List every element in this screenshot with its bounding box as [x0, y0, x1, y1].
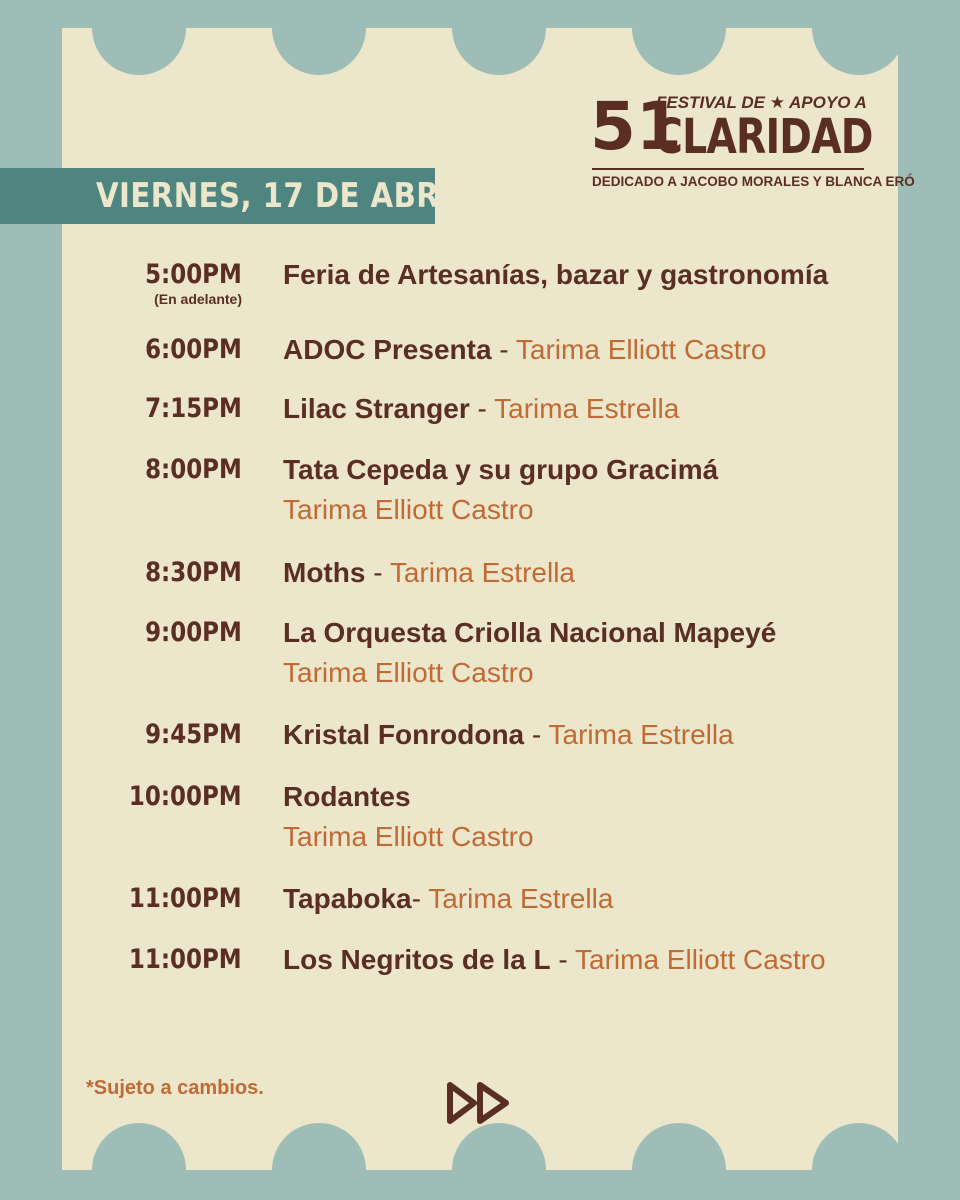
event-artist: Moths: [283, 557, 366, 588]
fast-forward-icon[interactable]: [444, 1079, 516, 1127]
event-artist: Tapaboka: [283, 883, 412, 914]
event-artist: ADOC Presenta: [283, 334, 492, 365]
logo-divider: [592, 168, 864, 170]
schedule-event: [283, 943, 826, 977]
event-artist: La Orquesta Criolla Nacional Mapeyé: [283, 617, 777, 648]
event-separator: -: [550, 944, 575, 975]
event-artist: Lilac Stranger: [283, 393, 470, 424]
event-venue: Tarima Estrella: [548, 719, 734, 750]
event-artist: Rodantes: [283, 781, 411, 812]
schedule-time: 9:45PM: [145, 719, 242, 750]
schedule-time: 6:00PM: [145, 334, 242, 365]
scallop-bottom-4: [632, 1123, 726, 1170]
event-venue: Tarima Elliott Castro: [283, 821, 534, 852]
schedule-event: [283, 453, 718, 527]
schedule-event: [283, 882, 613, 916]
event-venue: Tarima Estrella: [428, 883, 614, 914]
schedule-event: [283, 392, 679, 426]
event-artist: Kristal Fonrodona: [283, 719, 525, 750]
scallop-top-3: [452, 28, 546, 75]
scallop-bottom-2: [272, 1123, 366, 1170]
event-separator: -: [469, 393, 495, 424]
event-venue: Tarima Estrella: [389, 557, 575, 588]
footnote-disclaimer: *Sujeto a cambios.: [86, 1077, 264, 1099]
star-icon: ★: [769, 93, 785, 112]
logo-name: CLARIDAD: [654, 109, 873, 165]
schedule-event: [283, 718, 734, 752]
schedule-time: 10:00PM: [129, 781, 242, 812]
schedule-time: 11:00PM: [129, 944, 242, 975]
event-separator: -: [365, 557, 390, 588]
schedule-event: [283, 780, 534, 854]
scallop-top-5: [812, 28, 898, 75]
scallop-top-4: [632, 28, 726, 75]
schedule-time: 7:15PM: [145, 393, 242, 424]
scallop-bottom-5: [812, 1123, 898, 1170]
schedule-time: 9:00PM: [145, 617, 242, 648]
event-separator: -: [411, 883, 429, 914]
event-separator: -: [491, 334, 516, 365]
event-venue: Tarima Estrella: [494, 393, 680, 424]
scallop-bottom-1: [92, 1123, 186, 1170]
schedule-time-note: (En adelante): [154, 291, 242, 307]
event-venue: Tarima Elliott Castro: [283, 657, 534, 688]
schedule-time: 5:00PM: [145, 259, 242, 290]
schedule-event: [283, 333, 766, 367]
logo-top-line-2: APOYO A: [789, 93, 867, 112]
event-venue: Tarima Elliott Castro: [515, 334, 767, 365]
logo-number: 51: [590, 88, 682, 165]
logo-top-line-1: FESTIVAL DE: [656, 93, 765, 112]
event-artist: Feria de Artesanías, bazar y gastronomía: [283, 259, 829, 290]
event-venue: Tarima Elliott Castro: [283, 494, 534, 525]
logo-dedication: DEDICADO A JACOBO MORALES Y BLANCA ERÓ: [592, 174, 915, 189]
schedule-time: 8:30PM: [145, 557, 242, 588]
event-separator: -: [524, 719, 549, 750]
schedule-event: [283, 616, 776, 690]
event-venue: Tarima Elliott Castro: [575, 944, 826, 975]
schedule-event: [283, 258, 828, 292]
festival-logo: [590, 88, 915, 202]
scallop-top-1: [92, 28, 186, 75]
event-artist: Tata Cepeda y su grupo Gracimá: [283, 454, 719, 485]
date-banner-text: VIERNES, 17 DE ABRIL: [96, 176, 470, 216]
schedule-time: 8:00PM: [145, 454, 242, 485]
schedule-time: 11:00PM: [129, 883, 242, 914]
scallop-top-2: [272, 28, 366, 75]
schedule-event: [283, 556, 575, 590]
scallop-bottom-3: [452, 1123, 546, 1170]
event-artist: Los Negritos de la L: [283, 944, 551, 975]
